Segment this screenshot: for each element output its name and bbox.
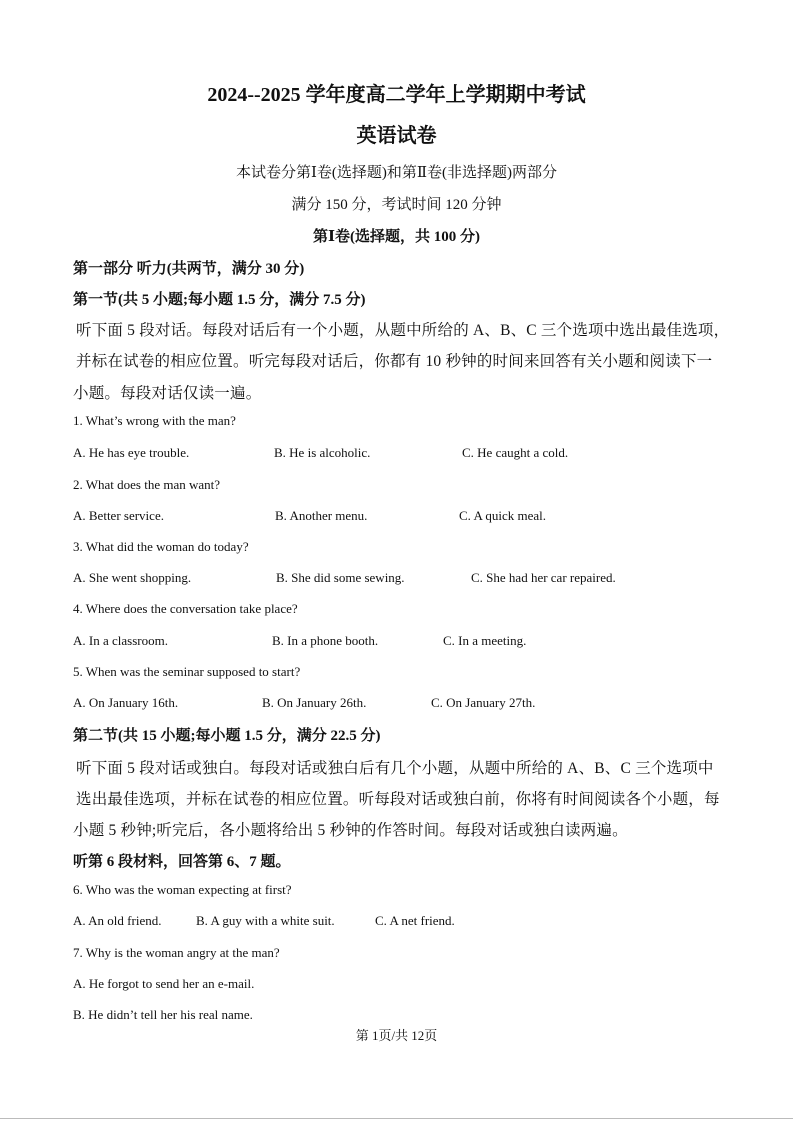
- exam-subtitle: 英语试卷: [356, 125, 437, 147]
- option-a: A. He forgot to send her an e-mail.: [73, 976, 255, 991]
- question-stem: 4. Where does the conversation take place?: [73, 601, 298, 616]
- section1-title: 第一节(共 5 小题;每小题 1.5 分，满分 7.5 分): [73, 292, 366, 308]
- option-b: B. Another menu.: [275, 508, 368, 523]
- question-stem: 6. Who was the woman expecting at first?: [73, 882, 292, 897]
- question-stem: 2. What does the man want?: [73, 477, 221, 492]
- section2-title: 第二节(共 15 小题;每小题 1.5 分，满分 22.5 分): [73, 728, 381, 744]
- option-b: B. He is alcoholic.: [274, 445, 371, 460]
- section1-instruction-line: 小题。每段对话仅读一遍。: [73, 385, 262, 402]
- option-c: C. On January 27th.: [431, 695, 536, 710]
- option-b: B. On January 26th.: [262, 695, 367, 710]
- volume-heading: 第Ⅰ卷(选择题，共 100 分): [312, 229, 480, 245]
- option-b: B. In a phone booth.: [272, 633, 379, 648]
- section2-instruction-line: 选出最佳选项，并标在试卷的相应位置。听每段对话或独白前，你将有时间阅读各个小题，每: [76, 791, 720, 808]
- material-heading: 听第 6 段材料，回答第 6、7 题。: [73, 854, 291, 870]
- section1-instruction-line: 听下面 5 段对话。每段对话后有一个小题，从题中所给的 A、B、C 三个选项中选出最佳选项，: [76, 322, 730, 339]
- exam-info-score-time: 满分 150 分，考试时间 120 分钟: [291, 197, 502, 213]
- section2-instruction-line: 小题 5 秒钟;听完后，各小题将给出 5 秒钟的作答时间。每段对话或独白读两遍。: [73, 822, 628, 839]
- option-b: B. He didn’t tell her his real name.: [73, 1007, 253, 1022]
- option-c: C. She had her car repaired.: [471, 570, 616, 585]
- option-a: A. On January 16th.: [73, 695, 179, 710]
- page-bottom-divider: [0, 1118, 793, 1119]
- option-a: A. Better service.: [73, 508, 164, 523]
- option-a: A. He has eye trouble.: [73, 445, 190, 460]
- page-number: 第 1页/共 12页: [355, 1028, 438, 1043]
- question-stem: 3. What did the woman do today?: [73, 539, 249, 554]
- option-c: C. A quick meal.: [459, 508, 547, 523]
- option-c: C. He caught a cold.: [462, 445, 569, 460]
- option-b: B. A guy with a white suit.: [196, 913, 335, 928]
- part1-title: 第一部分 听力(共两节，满分 30 分): [73, 261, 305, 277]
- option-b: B. She did some sewing.: [276, 570, 405, 585]
- option-c: C. A net friend.: [375, 913, 455, 928]
- exam-title: 2024--2025 学年度高二学年上学期期中考试: [207, 84, 586, 106]
- option-a: A. She went shopping.: [73, 570, 192, 585]
- option-a: A. An old friend.: [73, 913, 162, 928]
- exam-info-structure: 本试卷分第Ⅰ卷(选择题)和第Ⅱ卷(非选择题)两部分: [235, 165, 558, 181]
- section1-instruction-line: 并标在试卷的相应位置。听完每段对话后，你都有 10 秒钟的时间来回答有关小题和阅读下一: [76, 353, 713, 370]
- option-c: C. In a meeting.: [443, 633, 527, 648]
- section2-instruction-line: 听下面 5 段对话或独白。每段对话或独白后有几个小题，从题中所给的 A、B、C 三个选项中: [76, 760, 714, 777]
- option-a: A. In a classroom.: [73, 633, 168, 648]
- question-stem: 7. Why is the woman angry at the man?: [73, 945, 280, 960]
- question-stem: 5. When was the seminar supposed to start?: [73, 664, 301, 679]
- question-stem: 1. What’s wrong with the man?: [73, 413, 236, 428]
